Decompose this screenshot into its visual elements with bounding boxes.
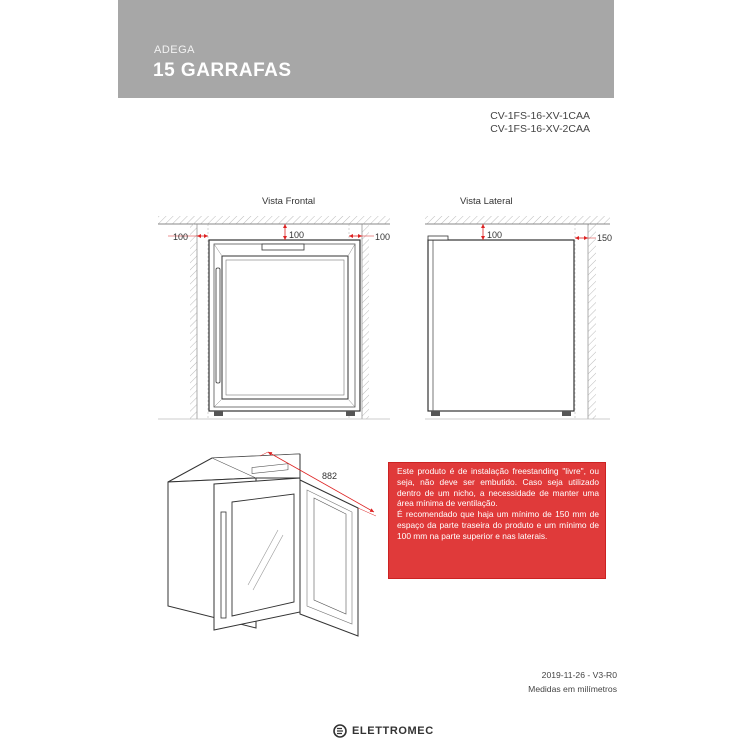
installation-note — [388, 462, 606, 579]
front-right-wall-hatch — [362, 224, 369, 419]
side-back-wall-hatch — [588, 224, 596, 419]
product-title: 15 GARRAFAS — [153, 60, 292, 81]
product-category: ADEGA — [154, 44, 196, 56]
front-door-handle — [216, 268, 220, 383]
front-view-drawing — [158, 216, 390, 419]
document-version: 2019-11-26 - V3-R0 — [541, 670, 617, 680]
front-cabinet — [209, 240, 360, 411]
front-ceiling-hatch — [158, 216, 390, 224]
brand-mark-icon — [333, 724, 347, 738]
front-dim-right: 100 — [375, 232, 391, 242]
units-note: Medidas em milímetros — [528, 684, 617, 694]
iso-door-handle — [221, 512, 226, 618]
model-code-2: CV-1FS-16-XV-2CAA — [490, 123, 590, 135]
front-dim-top: 100 — [289, 230, 305, 240]
brand-logo — [333, 723, 434, 739]
side-cabinet — [428, 240, 574, 411]
front-left-wall-hatch — [190, 224, 197, 419]
side-view-label: Vista Lateral — [460, 196, 513, 207]
front-dim-left: 100 — [173, 232, 189, 242]
installation-note-p1: Este produto é de instalação freestanding "livre", ou seja, não deve ser embutido. Caso seja utilizado dentro de um nicho, a necessidade de manter uma área mínima de ventilação. — [397, 466, 599, 509]
side-view-drawing — [425, 216, 612, 419]
brand-name: ELETTROMEC — [352, 725, 434, 737]
iso-glass-window — [232, 494, 294, 616]
iso-dim-depth: 882 — [322, 471, 338, 481]
side-dim-top: 100 — [487, 230, 503, 240]
side-dim-back: 150 — [597, 233, 613, 243]
side-ceiling-hatch — [425, 216, 610, 224]
front-control-panel — [262, 244, 304, 250]
isometric-drawing — [168, 452, 376, 636]
installation-note-p2: É recomendado que haja um mínimo de 150 mm de espaço da parte traseira do produto e um mínimo de 100 mm na parte superior e nas laterais. — [397, 509, 599, 541]
front-view-label: Vista Frontal — [262, 196, 316, 207]
model-code-1: CV-1FS-16-XV-1CAA — [490, 110, 590, 122]
